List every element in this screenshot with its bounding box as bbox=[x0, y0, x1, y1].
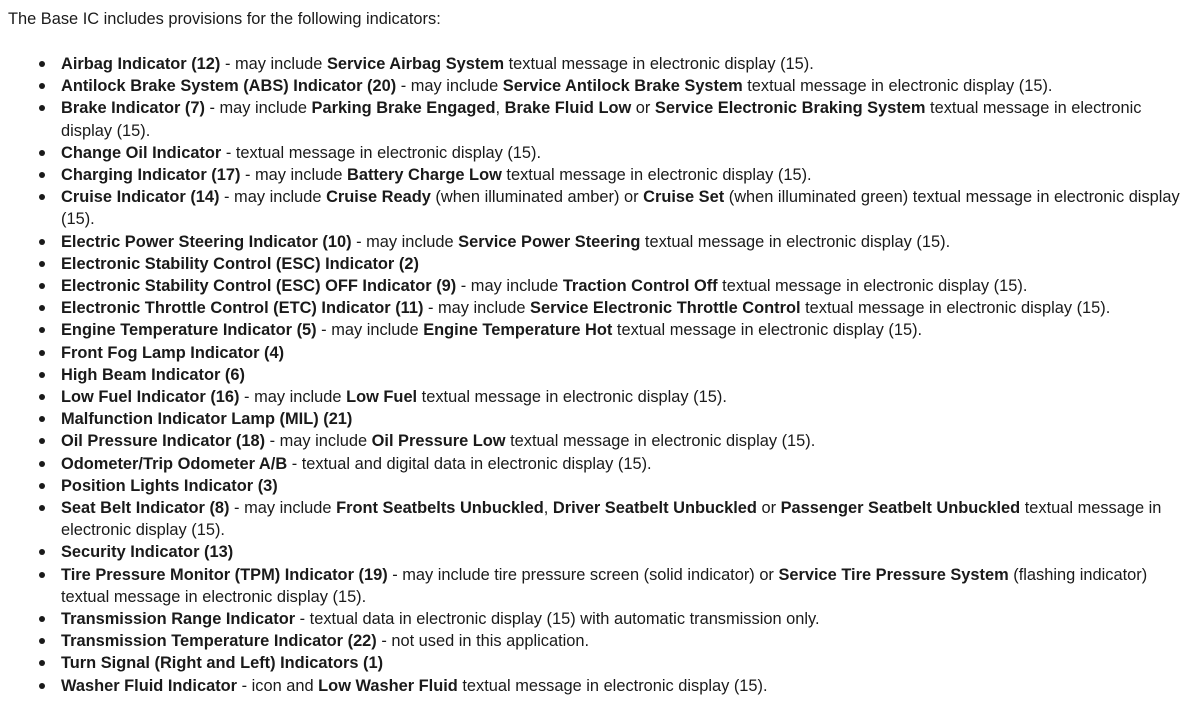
indicator-text: - may include bbox=[204, 99, 312, 118]
indicator-bold-text: Electronic Stability Control (ESC) OFF Indicator (9) bbox=[61, 277, 457, 296]
indicator-bold-text: Low Fuel Indicator (16) bbox=[61, 388, 240, 407]
indicator-text: - icon and bbox=[237, 676, 319, 695]
indicator-bold-text: Battery Charge Low bbox=[347, 166, 502, 185]
indicator-text: - textual data in electronic display (15) with automatic transmission only. bbox=[295, 610, 820, 629]
indicator-bold-text: Charging Indicator (17) bbox=[61, 166, 241, 185]
bullet-icon bbox=[39, 172, 45, 178]
indicator-text: textual message in electronic display (15). bbox=[61, 99, 1142, 140]
bullet-icon bbox=[39, 572, 45, 578]
indicator-bold-text: Low Washer Fluid bbox=[318, 676, 458, 695]
indicator-item-esc bbox=[8, 253, 1194, 275]
indicator-text: textual message in electronic display (15). bbox=[417, 388, 727, 407]
indicator-bold-text: Transmission Temperature Indicator (22) bbox=[61, 632, 377, 651]
indicator-item-brake bbox=[8, 97, 1194, 141]
indicator-item-position-lights bbox=[8, 475, 1194, 497]
indicator-item-airbag bbox=[8, 53, 1194, 75]
indicator-bold-text: Transmission Range Indicator bbox=[61, 610, 296, 629]
bullet-icon bbox=[39, 83, 45, 89]
indicator-text: - may include bbox=[423, 299, 531, 318]
bullet-icon bbox=[39, 683, 45, 689]
indicator-bold-text: Washer Fluid Indicator bbox=[61, 676, 238, 695]
indicator-bold-text: Service Electronic Braking System bbox=[654, 99, 926, 118]
indicator-text: (when illuminated amber) or bbox=[430, 188, 644, 207]
indicator-bold-text: Oil Pressure Low bbox=[371, 432, 506, 451]
indicator-bold-text: Engine Temperature Hot bbox=[423, 321, 613, 340]
indicator-bold-text: Service Antilock Brake System bbox=[502, 77, 743, 96]
indicator-item-esc-off bbox=[8, 275, 1194, 297]
indicator-bold-text: Cruise Indicator (14) bbox=[61, 188, 220, 207]
indicator-item-front-fog bbox=[8, 342, 1194, 364]
bullet-icon bbox=[39, 416, 45, 422]
indicator-text: - may include bbox=[265, 432, 372, 451]
bullet-icon bbox=[39, 350, 45, 356]
indicator-text: - textual message in electronic display (15). bbox=[221, 143, 542, 162]
indicator-bold-text: Service Tire Pressure System bbox=[778, 565, 1009, 584]
bullet-icon bbox=[39, 438, 45, 444]
indicator-text: , bbox=[495, 99, 505, 118]
indicator-item-mil bbox=[8, 408, 1194, 430]
intro-text: The Base IC includes provisions for the following indicators: bbox=[8, 10, 441, 28]
indicator-item-washer-fluid bbox=[8, 675, 1194, 697]
indicator-item-transmission-temp bbox=[8, 630, 1194, 652]
indicator-text: - may include bbox=[220, 55, 327, 73]
indicator-bold-text: Parking Brake Engaged bbox=[311, 99, 496, 118]
indicator-text: - may include bbox=[239, 388, 347, 407]
indicator-text: - may include bbox=[240, 166, 347, 185]
indicator-bold-text: Front Fog Lamp Indicator (4) bbox=[61, 343, 285, 362]
bullet-icon bbox=[39, 105, 45, 111]
indicator-item-oil-pressure bbox=[8, 430, 1194, 452]
bullet-icon bbox=[39, 150, 45, 156]
indicator-bold-text: Traction Control Off bbox=[562, 277, 718, 296]
indicator-bold-text: Service Power Steering bbox=[458, 232, 641, 251]
indicator-text: textual message in electronic display (15). bbox=[505, 432, 816, 451]
indicator-text: textual message in electronic display (15). bbox=[504, 55, 814, 73]
bullet-icon bbox=[39, 372, 45, 378]
indicator-bold-text: Front Seatbelts Unbuckled bbox=[336, 499, 544, 518]
bullet-icon bbox=[39, 327, 45, 333]
indicator-item-high-beam bbox=[8, 364, 1194, 386]
indicator-item-transmission-range bbox=[8, 608, 1194, 630]
indicator-item-odometer bbox=[8, 453, 1194, 475]
indicator-bold-text: Brake Fluid Low bbox=[504, 99, 632, 118]
indicator-text: - may include bbox=[351, 232, 459, 251]
indicator-text: textual message in electronic display (15). bbox=[457, 676, 768, 695]
indicator-bold-text: Electronic Stability Control (ESC) Indicator (2) bbox=[61, 254, 419, 273]
bullet-icon bbox=[39, 283, 45, 289]
indicator-text: textual message in electronic display (15). bbox=[501, 166, 812, 185]
bullet-icon bbox=[39, 239, 45, 245]
bullet-icon bbox=[39, 616, 45, 622]
indicator-text: textual message in electronic display (15). bbox=[640, 232, 951, 251]
indicator-item-abs bbox=[8, 75, 1194, 97]
indicator-text: - may include bbox=[396, 77, 503, 96]
indicator-text: - textual and digital data in electronic display (15). bbox=[287, 454, 652, 473]
indicator-bold-text: Turn Signal (Right and Left) Indicators (1) bbox=[61, 654, 384, 673]
indicator-bold-text: Passenger Seatbelt Unbuckled bbox=[780, 499, 1021, 518]
indicator-text: - may include bbox=[229, 499, 337, 518]
bullet-icon bbox=[39, 194, 45, 200]
indicator-text: - not used in this application. bbox=[376, 632, 590, 651]
bullet-icon bbox=[39, 461, 45, 467]
indicator-bold-text: Malfunction Indicator Lamp (MIL) (21) bbox=[61, 410, 353, 429]
indicator-bold-text: Cruise Ready bbox=[326, 188, 431, 207]
indicator-text: or bbox=[756, 499, 781, 518]
indicator-item-engine-temp bbox=[8, 319, 1194, 341]
indicator-bold-text: Low Fuel bbox=[346, 388, 418, 407]
indicator-item-security bbox=[8, 541, 1194, 563]
indicator-bold-text: Position Lights Indicator (3) bbox=[61, 476, 278, 495]
indicator-bold-text: Driver Seatbelt Unbuckled bbox=[552, 499, 757, 518]
indicator-bold-text: Oil Pressure Indicator (18) bbox=[61, 432, 266, 451]
indicator-bold-text: Odometer/Trip Odometer A/B bbox=[61, 454, 288, 473]
bullet-icon bbox=[39, 305, 45, 311]
indicator-bold-text: Seat Belt Indicator (8) bbox=[61, 499, 230, 518]
indicator-item-change-oil bbox=[8, 142, 1194, 164]
indicator-bold-text: Service Airbag System bbox=[326, 55, 505, 73]
indicator-text: textual message in electronic display (15). bbox=[742, 77, 1053, 96]
bullet-icon bbox=[39, 483, 45, 489]
indicator-text: textual message in electronic display (15). bbox=[61, 499, 1162, 540]
indicator-bold-text: Cruise Set bbox=[643, 188, 725, 207]
indicator-item-seat-belt bbox=[8, 497, 1194, 541]
indicator-text: , bbox=[543, 499, 553, 518]
indicator-item-etc bbox=[8, 297, 1194, 319]
indicator-bold-text: Airbag Indicator (12) bbox=[61, 55, 221, 73]
bullet-icon bbox=[39, 61, 45, 67]
indicator-bold-text: High Beam Indicator (6) bbox=[61, 365, 245, 384]
bullet-icon bbox=[39, 638, 45, 644]
indicator-text: - may include bbox=[219, 188, 327, 207]
indicator-item-turn-signal bbox=[8, 652, 1194, 674]
indicator-bold-text: Tire Pressure Monitor (TPM) Indicator (19) bbox=[61, 565, 388, 584]
indicator-text: textual message in electronic display (15). bbox=[612, 321, 923, 340]
bullet-icon bbox=[39, 660, 45, 666]
indicator-bold-text: Electric Power Steering Indicator (10) bbox=[61, 232, 352, 251]
indicator-bold-text: Antilock Brake System (ABS) Indicator (20) bbox=[61, 77, 397, 96]
indicator-item-power-steering bbox=[8, 231, 1194, 253]
indicator-text: or bbox=[631, 99, 655, 118]
indicator-item-tpm bbox=[8, 564, 1194, 608]
indicator-bold-text: Change Oil Indicator bbox=[61, 143, 222, 162]
indicator-bold-text: Brake Indicator (7) bbox=[61, 99, 205, 118]
indicator-text: - may include tire pressure screen (solid indicator) or bbox=[387, 565, 779, 584]
indicator-text: - may include bbox=[456, 277, 563, 296]
indicator-bold-text: Security Indicator (13) bbox=[61, 543, 234, 562]
indicator-list bbox=[8, 53, 1194, 697]
indicator-text: - may include bbox=[316, 321, 424, 340]
bullet-icon bbox=[39, 505, 45, 511]
indicator-text: textual message in electronic display (15). bbox=[717, 277, 1028, 296]
indicator-bold-text: Engine Temperature Indicator (5) bbox=[61, 321, 317, 340]
indicator-text: (flashing indicator) textual message in electronic display (15). bbox=[61, 565, 1148, 606]
indicator-text: textual message in electronic display (15). bbox=[800, 299, 1111, 318]
indicator-bold-text: Service Electronic Throttle Control bbox=[530, 299, 801, 318]
bullet-icon bbox=[39, 261, 45, 267]
indicator-bold-text: Electronic Throttle Control (ETC) Indicator (11) bbox=[61, 299, 424, 318]
bullet-icon bbox=[39, 549, 45, 555]
bullet-icon bbox=[39, 394, 45, 400]
indicator-text: (when illuminated green) textual message in electronic display (15). bbox=[61, 188, 1180, 229]
indicator-item-cruise bbox=[8, 186, 1194, 230]
indicator-item-low-fuel bbox=[8, 386, 1194, 408]
indicator-item-charging bbox=[8, 164, 1194, 186]
